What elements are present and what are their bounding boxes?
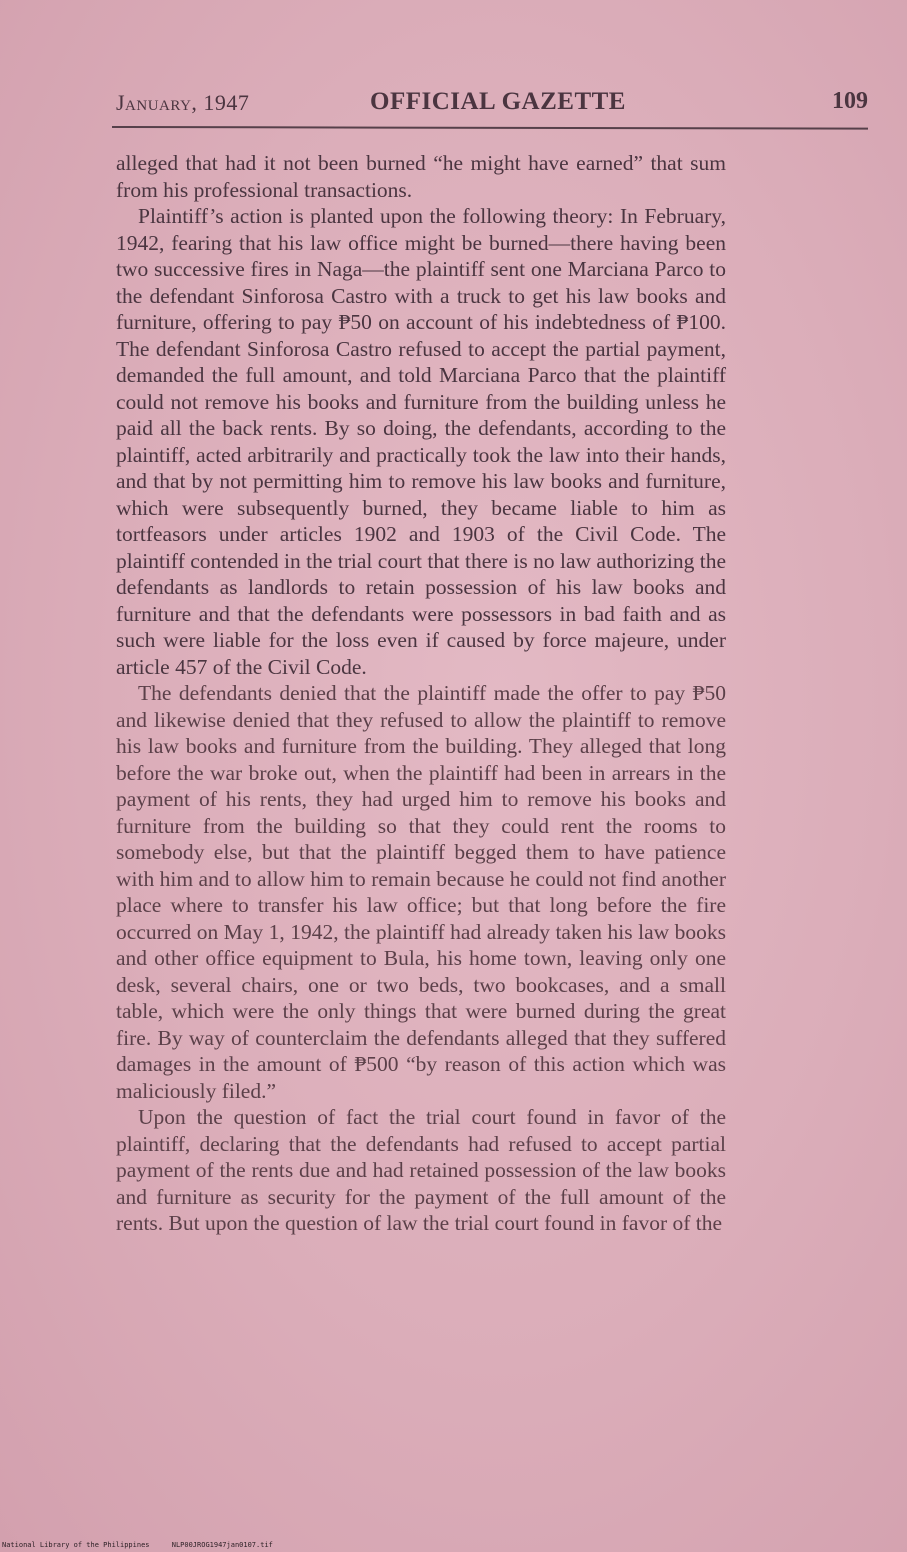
body-text bbox=[116, 150, 726, 1237]
header-rule bbox=[112, 126, 868, 130]
scan-footer bbox=[2, 1541, 273, 1549]
paragraph-trial-court-finding: Upon the question of fact the trial court found in favor of the plaintiff, declaring that the defendants had refused to accept partial payment of the rents due and had retained possession of the law books and furniture as security for the payment of the full amount of the rents. But upon the question of law the trial court found in favor of the bbox=[116, 1105, 726, 1235]
paragraph-plaintiff-theory: Plaintiff’s action is planted upon the following theory: In February, 1942, fearing that his law office might be burned—there having been two successive fires in Naga—the plaintiff sent one Marciana Parco to the defendant Sinforosa Castro with a truck to get his law books and furniture, offering to pay ₱50 on account of his indebtedness of ₱100. The defendant Sinforosa Castro refused to accept the partial payment, demanded the full amount, and told Marciana Parco that the plaintiff could not remove his books and furniture from the building unless he paid all the back rents. By so doing, the defendants, according to the plaintiff, acted arbitrarily and practically took the law into their hands, and that by not permitting him to remove his law books and furniture, which were subsequently burned, they became liable to him as tortfeasors under articles 1902 and 1903 of the Civil Code. The plaintiff contended in the trial court that there is no law authorizing the defendants as landlords to retain possession of his law books and furniture and that the defendants were possessors in bad faith and as such were liable for the loss even if caused by force majeure, under article 457 of the Civil Code. bbox=[116, 204, 726, 679]
footer-library: National Library of the Philippines bbox=[2, 1541, 150, 1549]
page-number: 109 bbox=[832, 88, 868, 114]
publication-title: OFFICIAL GAZETTE bbox=[370, 88, 626, 115]
paragraph-defendants-denial: The defendants denied that the plaintiff made the offer to pay ₱50 and likewise denied that they refused to allow the plaintiff to remove his law books and furniture from the building. They alleged that long before the war broke out, when the plaintiff had been in arrears in the payment of his rents, they had urged him to remove his books and furniture from the building so that they could rent the rooms to somebody else, but that the plaintiff begged them to have patience with him and to allow him to remain because he could not find another place where to transfer his law office; but that long before the fire occurred on May 1, 1942, the plaintiff had already taken his law books and other office equipment to Bula, his home town, leaving only one desk, several chairs, one or two beds, two bookcases, and a small table, which were the only things that were burned during the great fire. By way of counterclaim the defendants alleged that they suffered damages in the amount of ₱500 “by reason of this action which was maliciously filed.” bbox=[116, 681, 726, 1103]
footer-filename: NLP00JROG1947jan0107.tif bbox=[171, 1541, 273, 1549]
header-date: January, 1947 bbox=[116, 90, 250, 115]
running-header bbox=[116, 86, 868, 122]
paragraph-continuation: alleged that had it not been burned “he might have earned” that sum from his professional transactions. bbox=[116, 151, 726, 202]
